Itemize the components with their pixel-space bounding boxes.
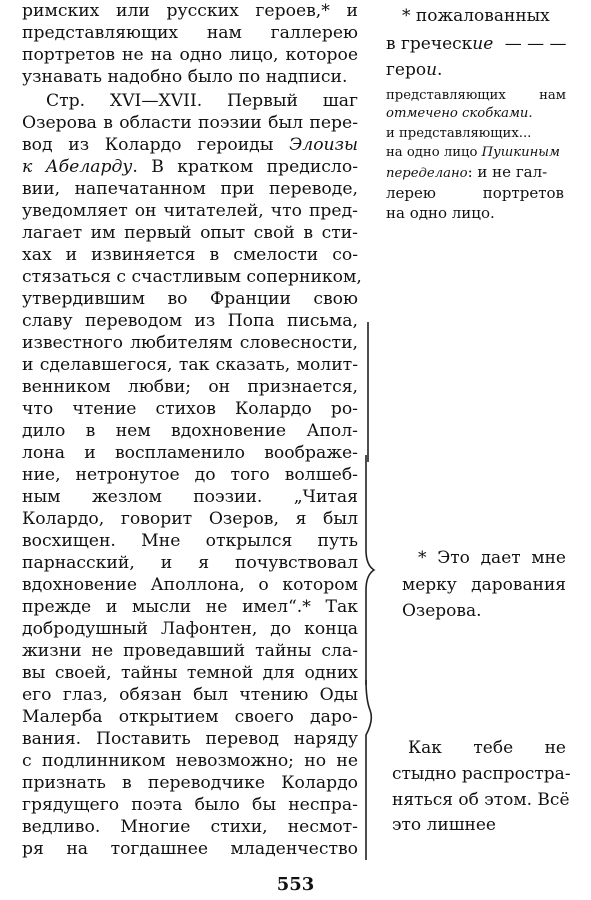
note-line: лерею портретов — [386, 184, 564, 202]
main-line: узнавать надобно было по надписи. — [22, 67, 348, 87]
note-line: мерку дарования — [402, 575, 566, 595]
note-line: представляющих нам — [386, 88, 566, 103]
note-line: и представляющих... — [386, 126, 532, 141]
main-line: ным жезлом поэзии. „Читая — [22, 487, 358, 507]
main-line: что чтение стихов Колардо ро- — [22, 399, 358, 419]
main-line: вы своей, тайны темной для одних — [22, 663, 358, 683]
note-line: на одно лицо. — [386, 204, 495, 222]
main-line: стязаться с счастливым соперником, — [22, 267, 362, 287]
main-line: венником любви; он признается, — [22, 377, 358, 397]
main-line: Озерова в области поэзии был пере- — [22, 113, 358, 133]
main-line: жизни не проведавший тайны сла- — [22, 641, 358, 661]
main-line: вии, напечатанном при переводе, — [22, 179, 358, 199]
main-line: Малерба открытием своего даро- — [22, 707, 358, 727]
main-line: римских или русских героев,* и — [22, 1, 358, 21]
main-line: известного любителям словесности, — [22, 333, 358, 353]
main-line: вод из Колардо героиды Элоизы — [22, 135, 358, 155]
note-line: стыдно распростра- — [392, 764, 571, 784]
main-line: ние, нетронутое до того волшеб- — [22, 465, 358, 485]
main-line: ведливо. Многие стихи, несмот- — [22, 817, 358, 837]
main-line: дило в нем вдохновение Апол- — [22, 421, 358, 441]
main-line: уведомляет он читателей, что пред- — [22, 201, 358, 221]
margin-curly-brace — [362, 680, 376, 860]
main-line: его глаз, обязан был чтению Оды — [22, 685, 358, 705]
main-line: прежде и мысли не имел“.* Так — [22, 597, 358, 617]
margin-curly-brace — [362, 455, 376, 685]
note-line: переделано: и не гал- — [386, 163, 548, 181]
main-line: лона и воспламенило воображе- — [22, 443, 358, 463]
note-line: на одно лицо Пушкиным — [386, 145, 560, 160]
main-line: ря на тогдашнее младенчество — [22, 839, 358, 859]
main-line: грядущего поэта было бы неспра- — [22, 795, 358, 815]
main-line: и сделавшегося, так сказать, молит- — [22, 355, 358, 375]
main-line: Стр. XVI—XVII. Первый шаг — [46, 91, 358, 111]
main-line: утвердившим во Франции свою — [22, 289, 358, 309]
main-line: вания. Поставить перевод наряду — [22, 729, 358, 749]
note-line: * Это дает мне — [418, 548, 566, 568]
note-line: * пожалованных — [402, 6, 550, 26]
main-line: к Абеларду. В кратком предисло- — [22, 157, 359, 177]
main-line: вдохновение Аполлона, о котором — [22, 575, 358, 595]
main-line: славу переводом из Попа письма, — [22, 311, 358, 331]
main-line: с подлинником невозможно; но не — [22, 751, 358, 771]
margin-bracket-line — [362, 322, 376, 462]
main-line: восхищен. Мне открылся путь — [22, 531, 358, 551]
note-line: это лишнее — [392, 815, 496, 835]
note-line: Озерова. — [402, 601, 482, 621]
main-line: Колардо, говорит Озеров, я был — [22, 509, 358, 529]
note-line: отмечено скобками. — [386, 106, 533, 121]
note-line: няться об этом. Всё — [392, 790, 570, 810]
page-number: 553 — [276, 874, 315, 895]
main-line: лагает им первый опыт свой в сти- — [22, 223, 358, 243]
main-line: парнасский, и я почувствовал — [22, 553, 358, 573]
note-line: Как тебе не — [408, 738, 566, 758]
note-line: в греческие — — — — [386, 34, 567, 54]
main-line: добродушный Лафонтен, до конца — [22, 619, 358, 639]
main-line: портретов не на одно лицо, которое — [22, 45, 358, 65]
main-line: представляющих нам галлерею — [22, 23, 358, 43]
main-line: хах и извиняется в смелости со- — [22, 245, 358, 265]
main-line: признать в переводчике Колардо — [22, 773, 358, 793]
note-line: герои. — [386, 60, 443, 80]
